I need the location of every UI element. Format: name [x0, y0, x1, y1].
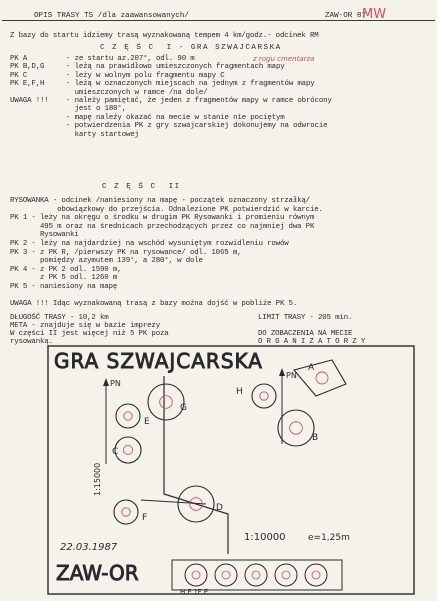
north-label-left: PN — [110, 379, 121, 388]
section-2-line: PK 5 - naniesiony na mapę — [10, 283, 118, 291]
fragment-label-f: F — [142, 513, 148, 523]
map-org: ZAW-OR — [56, 561, 139, 585]
section-2-line: pomiędzy azymutem 139°, a 280°, w dole — [10, 257, 203, 266]
section-2-line: obowiązkowy do przejścia. Odnalezione PK potwierdzić w karcie. — [10, 205, 323, 214]
fragment-circle-h — [252, 384, 276, 408]
map-scale: 1:10000 — [244, 532, 286, 543]
section-1-text: - potwierdzenia PK z gry szwajcarskiej dokonujemy na odwrocie — [66, 122, 328, 131]
strip-fragment-2 — [215, 564, 237, 586]
fragment-circle-b — [278, 410, 314, 446]
route-length: DŁUGOŚĆ TRASY - 10,2 km — [10, 314, 109, 322]
section-2-line: 495 m oraz na średnicach przechodzących przez co najmniej dwa PK — [10, 222, 315, 231]
north-arrow-left-head — [103, 378, 109, 386]
map-drawing — [46, 344, 416, 596]
fragment-divider — [164, 376, 228, 554]
section-1-text: - leżą w oznaczonych miejscach na jednym z fragmentów mapy — [66, 80, 315, 89]
checkpoint-mark-g — [160, 396, 173, 409]
strip-fragment-3 — [245, 564, 267, 586]
goodbye-line-2: O R G A N I Z A T O R Z Y — [258, 338, 366, 346]
section-2-line: UWAGA !!! Idąc wyznakowaną trasą z bazy można dojść w pobliże PK 5. — [10, 300, 298, 309]
section-1-text: - ze startu az.207°, odl. 90 m — [66, 55, 195, 63]
section-1-text: umieszczonych w ramce /na dole/ — [66, 88, 208, 97]
section-2-line: z PK 5 odl. 1260 m — [10, 274, 118, 283]
goodbye-line-1: DO ZOBACZENIA NA MECIE — [258, 330, 353, 338]
section-1-text: - mapę należy okazać na mecie w stanie nie pociętym — [66, 113, 285, 122]
section-2-line: Rysowanki — [10, 231, 79, 240]
section-1-key: PK A — [10, 55, 28, 63]
left-scale-label: 1:15000 — [93, 462, 102, 496]
strip-mark-5 — [312, 571, 320, 579]
section-2-line: RYSOWANKA - odcinek /naniesiony na mapę - początek oznaczony strzałką/ — [10, 197, 310, 205]
section-1-key: PK C — [10, 71, 28, 80]
intro-line: Z bazy do startu idziemy trasą wyznakowaną tempem 4 km/godz.- odcinek RM — [10, 32, 319, 40]
section-1-text: - należy pamiętać, że jeden z fragmentów mapy w ramce obrócony — [66, 97, 332, 105]
north-arrow-right-head — [279, 368, 285, 376]
fragment-label-e: E — [144, 417, 150, 427]
strip-mark-2 — [222, 571, 230, 579]
map-frame — [48, 346, 414, 594]
section-1-key: UWAGA !!! — [10, 97, 49, 105]
strip-mark-4 — [282, 571, 290, 579]
note-line-1: W części II jest więcej niż 5 PK poza — [10, 330, 169, 338]
checkpoint-mark-e — [124, 412, 132, 420]
handwritten-initials: MW — [362, 7, 387, 22]
checkpoint-mark-a — [316, 372, 328, 384]
section-2-heading: C Z Ę Ś C II — [102, 183, 181, 191]
section-1-text: - leży w wolnym polu fragmentu mapy C — [66, 71, 225, 80]
section-1-text: jest o 180°, — [66, 105, 126, 114]
header-rule — [2, 20, 435, 21]
section-2-line: PK 2 - leży na najdardziej na wschód wysuniętym rozwidleniu rowów — [10, 240, 289, 248]
checkpoint-mark-b — [290, 422, 303, 435]
fragment-shape-a — [294, 360, 346, 396]
fragment-circle-c — [115, 437, 141, 463]
checkpoint-mark-h — [260, 392, 268, 400]
strip-fragment-1 — [185, 564, 207, 586]
note-line-2: rysowanką. — [10, 338, 53, 346]
section-1-text: - leżą na prawidłowo umieszczonych fragmentach mapy — [66, 63, 285, 72]
fragment-label-g: G — [180, 403, 187, 413]
strip-mark-3 — [252, 571, 260, 579]
fragment-label-b: B — [312, 433, 319, 443]
meta-line: META - znajduje się w bazie imprezy — [10, 322, 160, 330]
handwritten-note: z rogu cmentarza — [253, 55, 315, 63]
map-date: 22.03.1987 — [60, 542, 118, 553]
map-title: GRA SZWAJCARSKA — [54, 349, 263, 373]
section-1-heading: C Z Ę Ś C I - GRA SZWAJCARSKA — [100, 44, 282, 52]
map-equidistance: e=1,25m — [308, 533, 350, 543]
section-1-key: PK B,D,G — [10, 63, 45, 72]
strip-mark-1 — [192, 571, 200, 579]
fragment-divider-2 — [141, 500, 206, 504]
fragment-circle-g — [148, 384, 184, 420]
route-limit: LIMIT TRASY - 205 min. — [258, 314, 353, 322]
strip-fragment-5 — [305, 564, 327, 586]
route-title: OPIS TRASY TS /dla zaawansowanych/ — [34, 12, 189, 20]
checkpoint-mark-f — [122, 508, 130, 516]
section-2-line: PK 1 - leży na okręgu o środku w drugim PK Rysowanki i promieniu równym — [10, 214, 315, 223]
fragment-label-h: H — [236, 387, 243, 397]
section-1-text: karty startowej — [66, 130, 139, 139]
north-label-right: PN — [286, 371, 297, 380]
fragment-label-a: A — [308, 363, 315, 373]
strip-fragment-4 — [275, 564, 297, 586]
fragment-label-c: C — [112, 447, 119, 457]
map-marks — [112, 360, 346, 586]
section-1-key: PK E,F,H — [10, 80, 45, 89]
fragment-label-d: D — [216, 503, 223, 513]
fragment-circle-e — [116, 404, 140, 428]
swiss-game-map — [46, 344, 416, 596]
section-2-line: PK 3 - z PK R, /pierwszy PK na rysowance/ odl. 1065 m, — [10, 248, 242, 257]
organizer-code: ZAW-OR 87 — [325, 12, 367, 20]
checkpoint-mark-c — [123, 445, 132, 454]
bottom-hand-note: H F ?F E — [180, 588, 209, 596]
section-2-line: PK 4 - z PK 2 odl. 1590 m, — [10, 265, 122, 274]
fragment-circle-f — [114, 500, 138, 524]
